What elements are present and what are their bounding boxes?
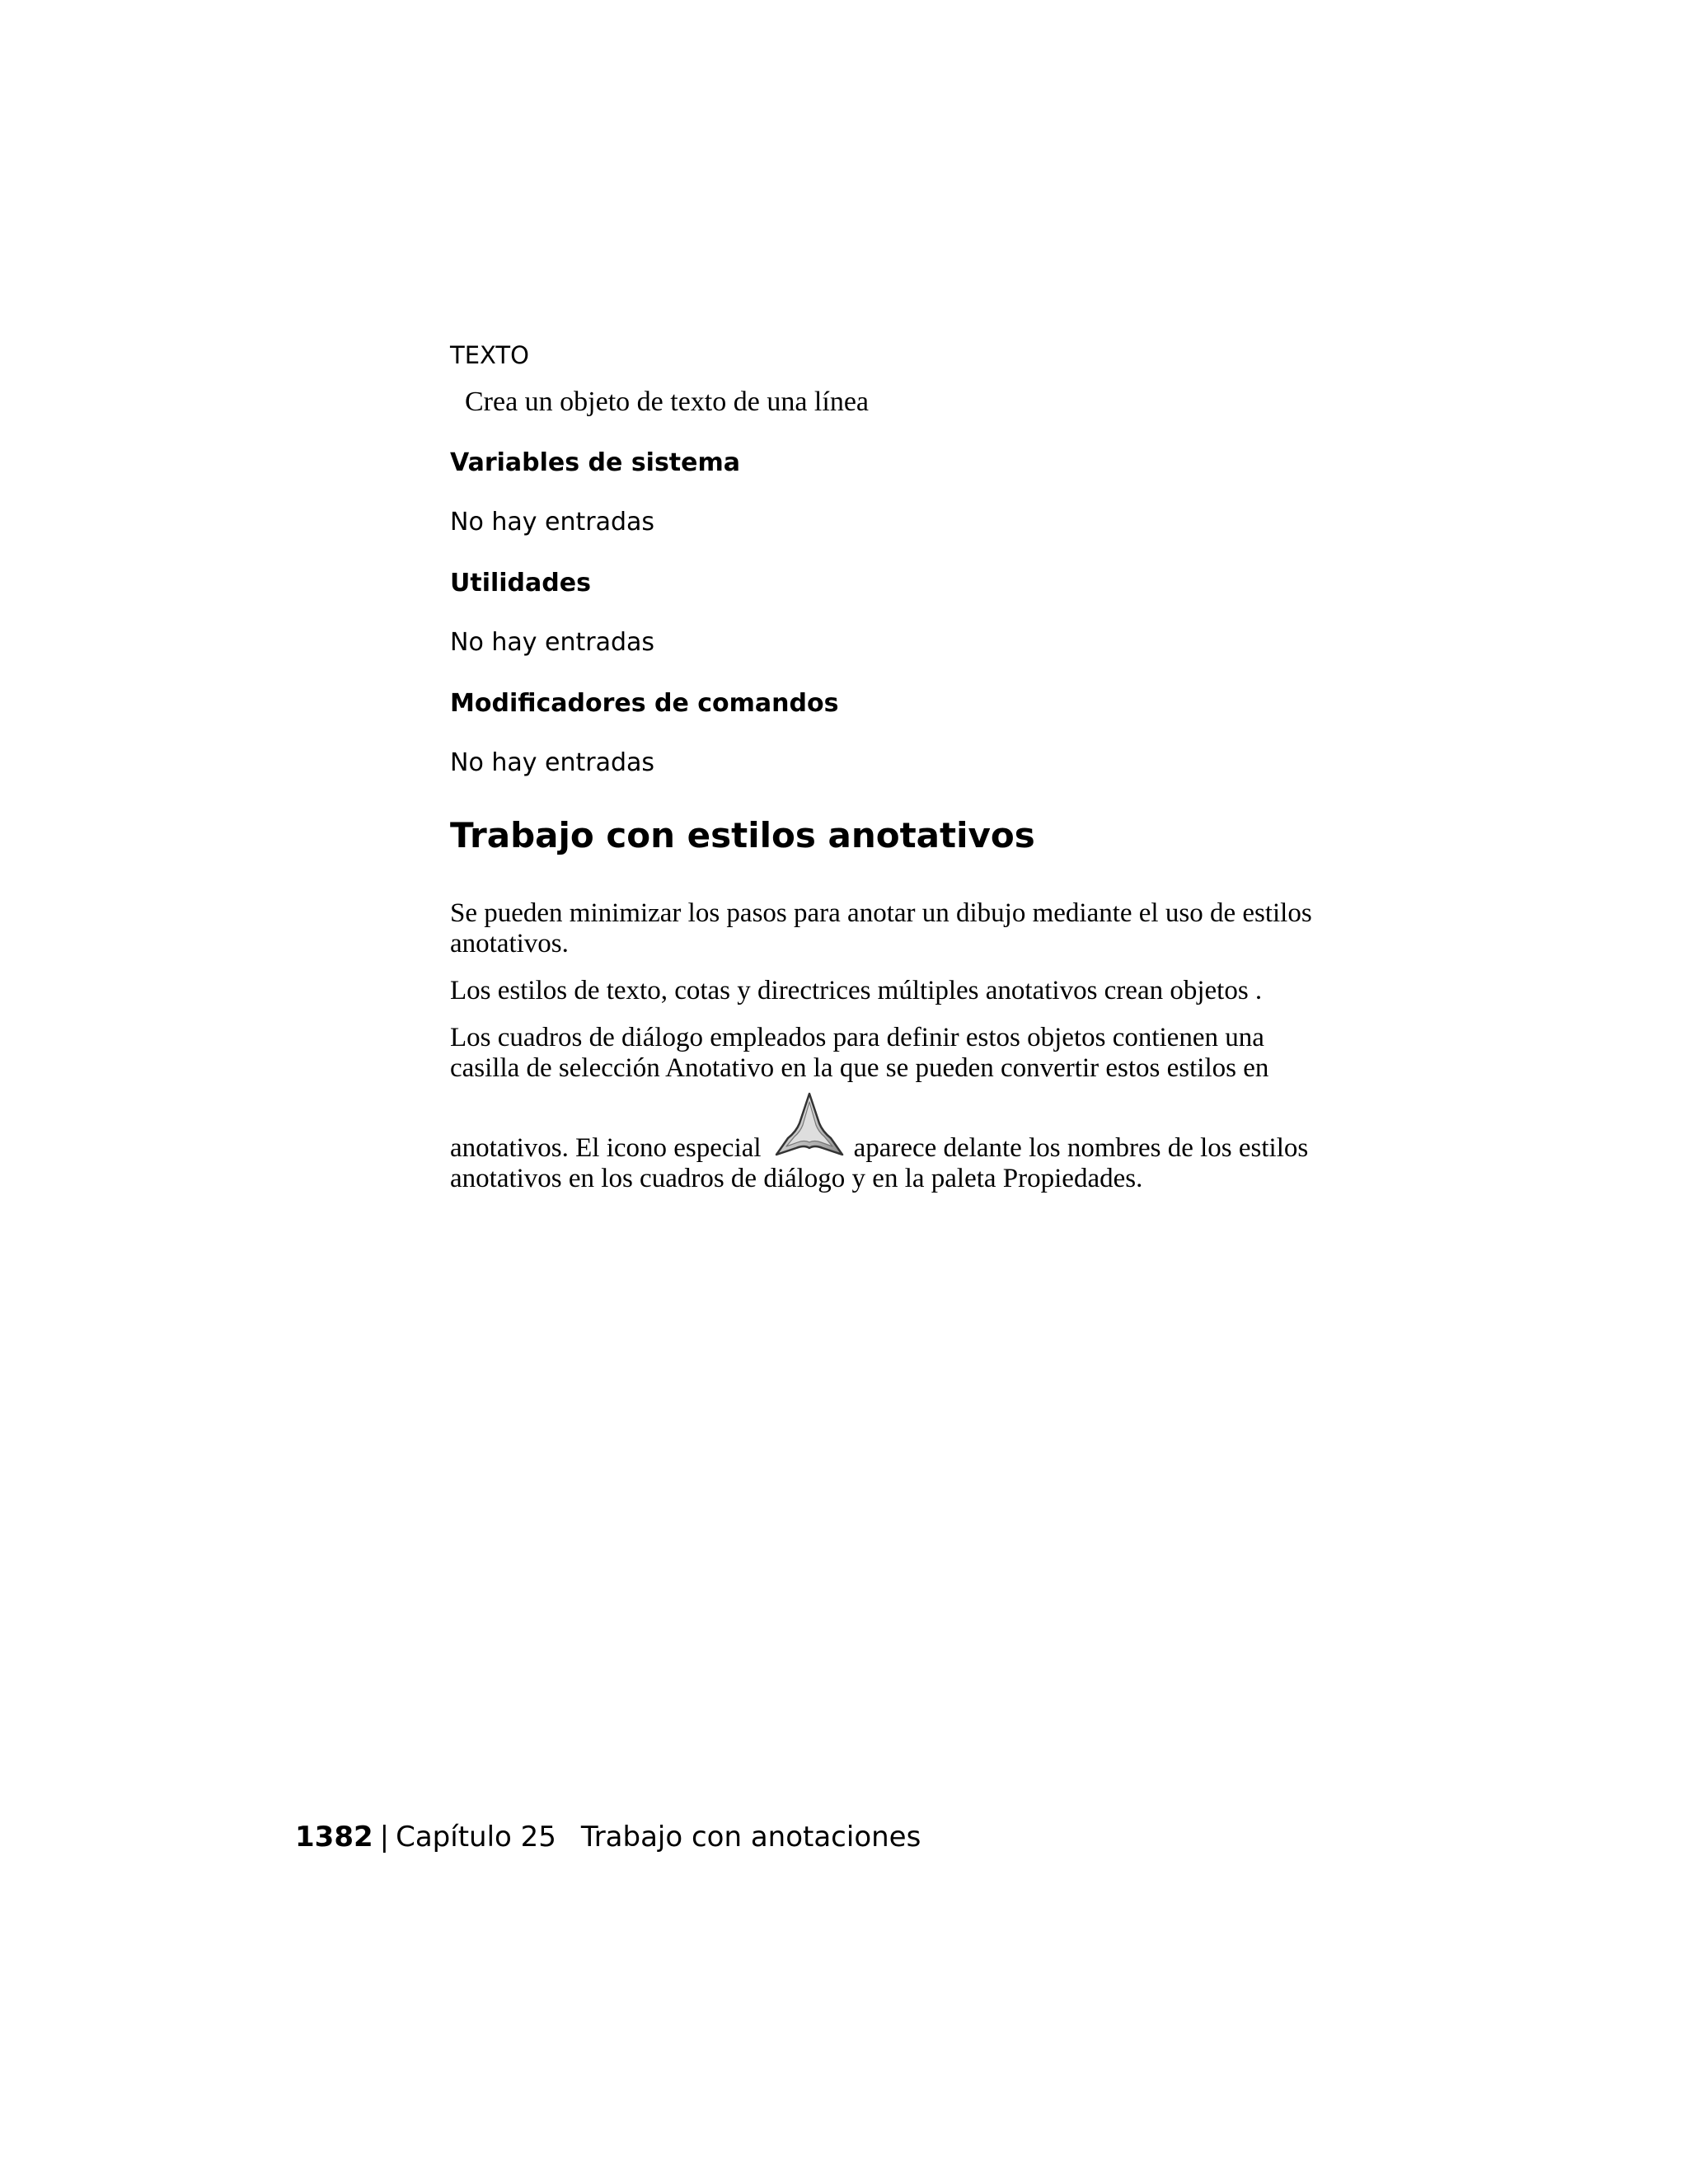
command-description: Crea un objeto de texto de una línea [465, 387, 869, 417]
paragraph-2: Los estilos de texto, cotas y directrices múltiples anotativos crean objetos . [450, 976, 1263, 1005]
annotative-icon [773, 1090, 846, 1161]
page-content [450, 338, 1340, 1194]
command-modifiers-text: No hay entradas [450, 748, 655, 777]
paragraph-4-before: anotativos. El icono especial [450, 1133, 762, 1163]
paragraph-3: Los cuadros de diálogo empleados para definir estos objetos contienen una casilla de selección Anotativo en la que se pueden convertir estos estilos en [450, 1023, 1269, 1083]
page-number: 1382 [295, 1821, 373, 1854]
system-variables-text: No hay entradas [450, 508, 655, 537]
paragraph-4 [450, 1090, 1340, 1194]
system-variables-heading: Variables de sistema [450, 448, 741, 477]
paragraph-4-after: aparece delante los nombres de los estilos anotativos en los cuadros de diálogo y en la paleta Propiedades. [450, 1133, 1309, 1193]
section-title: Trabajo con estilos anotativos [450, 815, 1035, 855]
utilities-heading: Utilidades [450, 569, 591, 598]
utilities-text: No hay entradas [450, 628, 655, 657]
footer-chapter: Capítulo 25 [396, 1821, 556, 1854]
paragraph-1: Se pueden minimizar los pasos para anotar un dibujo mediante el uso de estilos anotativos. [450, 898, 1312, 958]
command-name: TEXTO [450, 341, 529, 369]
command-modifiers-heading: Modificadores de comandos [450, 689, 839, 718]
footer-chapter-title: Trabajo con anotaciones [580, 1821, 921, 1854]
footer-separator: | [379, 1821, 390, 1854]
page-footer [295, 1817, 921, 1857]
